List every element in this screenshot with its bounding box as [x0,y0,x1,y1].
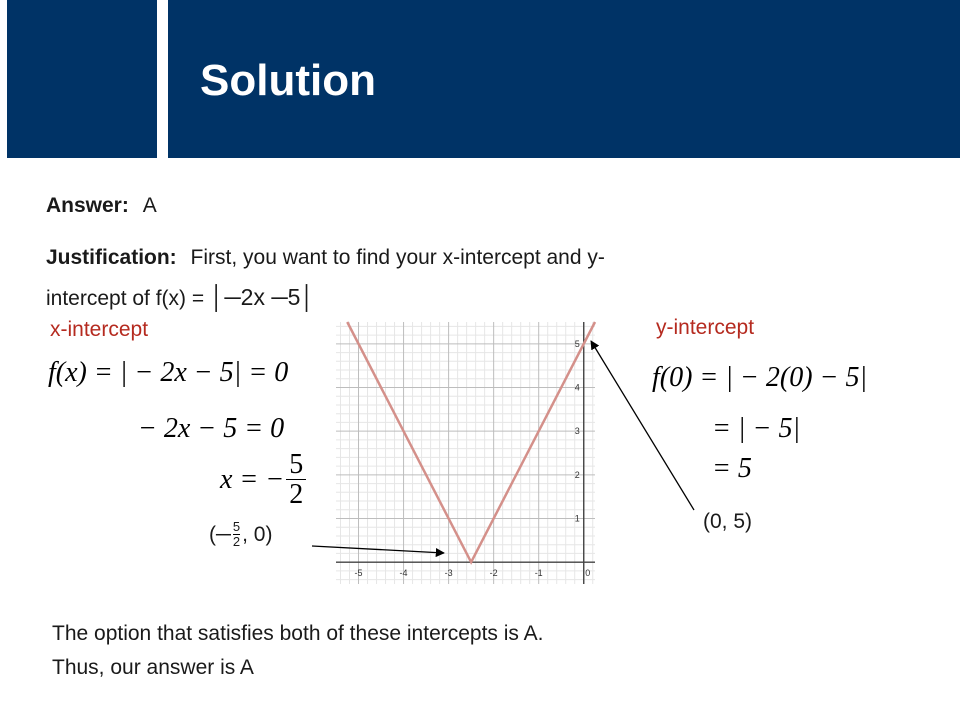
page-title: Solution [200,56,376,105]
x-tick-label: -3 [444,568,453,579]
y-intercept-arrow [591,341,694,510]
x-equation-lhs: x = − [220,463,285,495]
x-intercept-equation-2: − 2x − 5 = 0 [138,413,285,444]
y-tick-label: 5 [574,338,580,349]
x-intercept-equation-1: f(x) = | − 2x − 5| = 0 [48,357,289,388]
y-tick-label: 1 [574,513,580,524]
justification-text-1: First, you want to find your x-intercept and y- [190,246,605,269]
x-tick-label: -4 [399,568,408,579]
y-tick-label: 3 [574,426,580,437]
y-intercept-equation-3: = 5 [712,453,752,484]
x-tick-label: -1 [534,568,543,579]
x-point-close: , 0) [242,522,273,546]
x-equation-denominator: 2 [289,479,304,511]
answer-label: Answer: [46,194,129,217]
y-tick-label: 2 [574,469,580,480]
conclusion-line-2: Thus, our answer is A [52,656,254,679]
x-point-numerator: 5 [232,519,241,534]
x-equation-numerator: 5 [286,450,306,480]
function-expression: │─2x ─5│ [209,284,315,310]
justification-text-2: intercept of f(x) = [46,287,210,310]
justification-label: Justification: [46,246,177,269]
answer-value: A [142,194,157,217]
y-tick-label: 4 [574,382,580,393]
x-tick-label: -5 [354,568,363,579]
y-intercept-point-label: (0, 5) [703,510,753,533]
x-tick-label: -2 [489,568,498,579]
x-point-denominator: 2 [232,534,241,550]
y-intercept-heading: y-intercept [656,316,755,339]
y-intercept-equation-2: = | − 5| [712,413,801,444]
x-point-open: (─ [209,522,231,546]
x-tick-label: 0 [585,568,591,579]
conclusion-line-1: The option that satisfies both of these intercepts is A. [52,622,544,645]
y-intercept-equation-1: f(0) = | − 2(0) − 5| [652,362,868,393]
x-intercept-heading: x-intercept [50,318,149,341]
